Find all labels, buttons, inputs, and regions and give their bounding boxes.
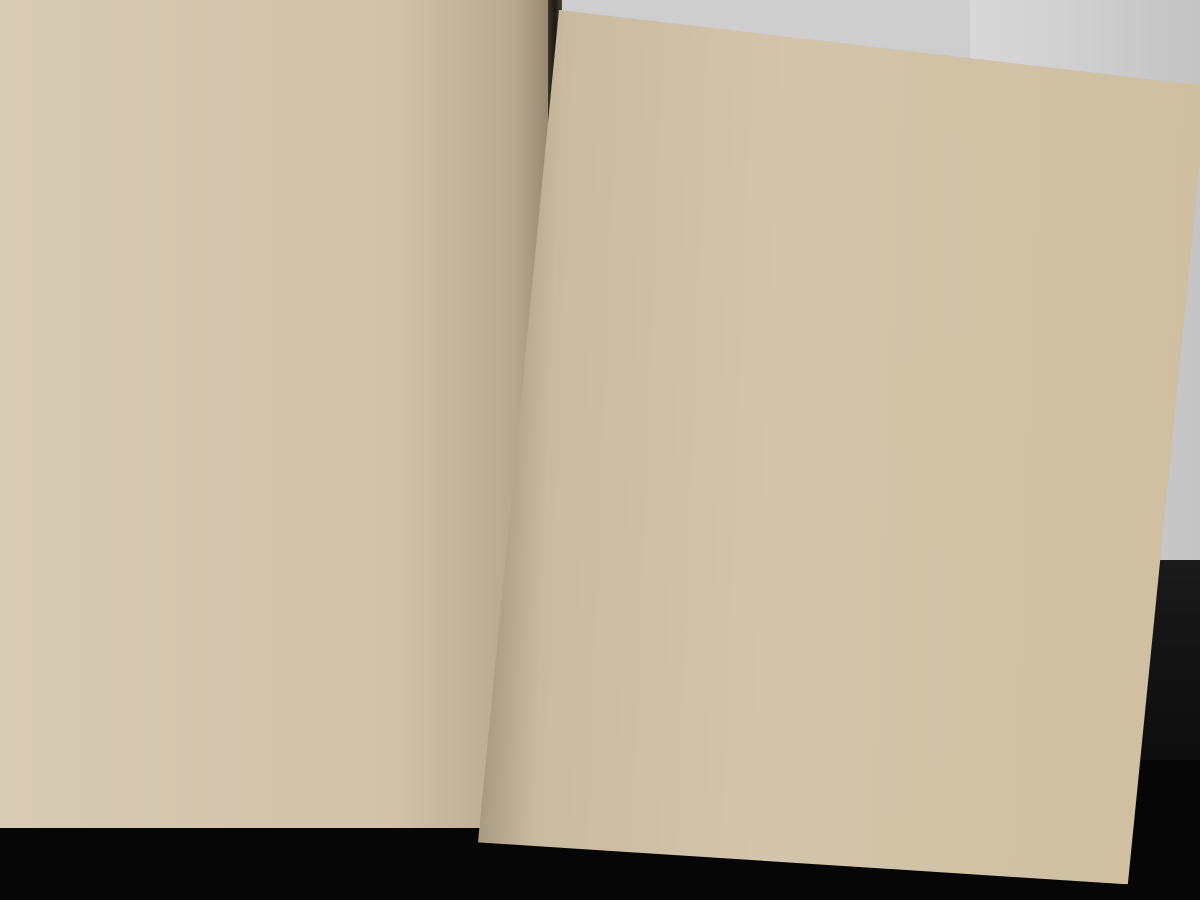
left-page-content	[102, 54, 554, 73]
right-page-content	[559, 100, 1119, 121]
left-page	[0, 0, 560, 828]
right-page	[477, 8, 1200, 886]
